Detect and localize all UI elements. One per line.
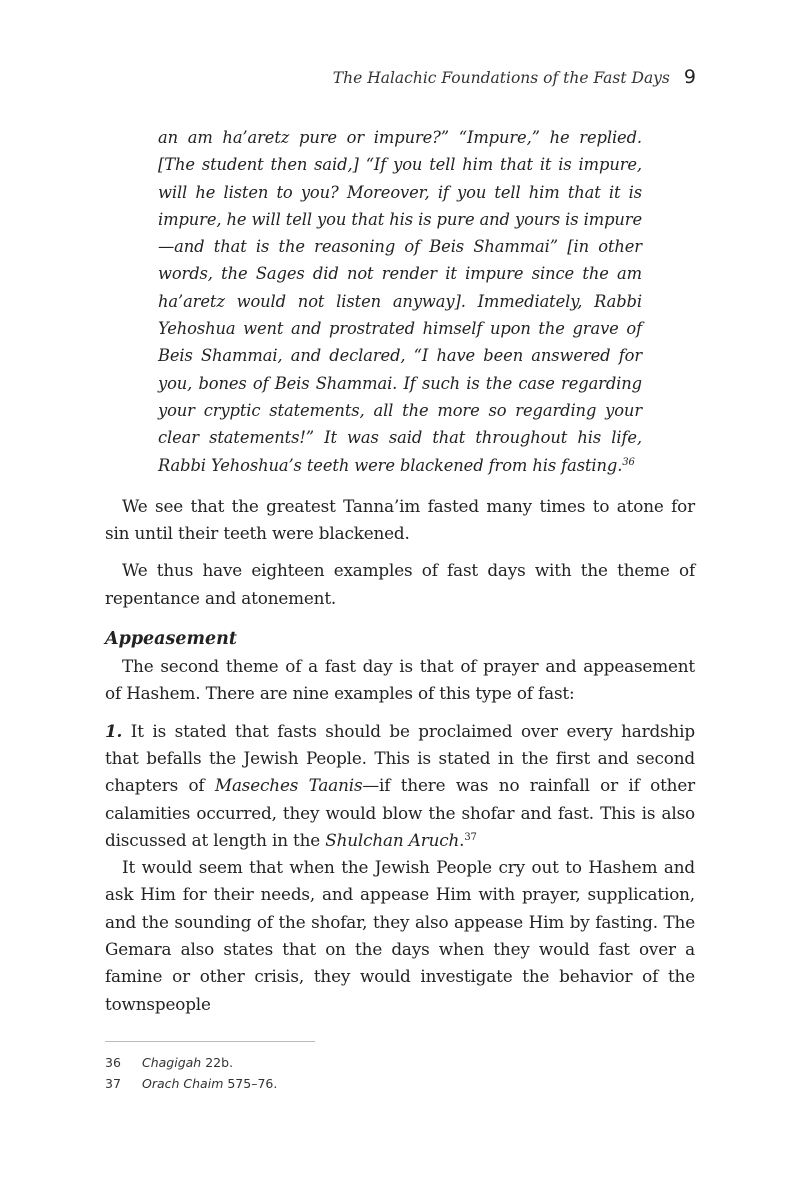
- page-number: 9: [683, 66, 696, 88]
- footnote-ref-37[interactable]: 37: [464, 831, 477, 843]
- footnote-ref-36[interactable]: 36: [622, 456, 635, 468]
- paragraph-tannaim: We see that the greatest Tanna’im fasted many times to atone for sin until their teeth were blackened.: [105, 495, 695, 544]
- footnote-37: 37 Orach Chaim 575–76.: [105, 1076, 278, 1091]
- running-title: The Halachic Foundations of the Fast Days: [332, 69, 670, 87]
- running-header: [333, 66, 696, 88]
- block-quote: [158, 124, 642, 479]
- quote-text: an am ha’aretz pure or impure?” “Impure,” he replied. [The student then said,] “If you tell him that it is impure, will he listen to you? Moreover, if you tell him that it is impure, he will tell you that his is pure and yours is impure—and that is the reasoning of Beis Shammai” [in other words, the Sages did not render it impure since the am ha’aretz would not listen anyway]. Immediately, Rabbi Yehoshua went and prostrated himself upon the grave of Beis Shammai, and declared, “I have been answered for you, bones of Beis Shammai. If such is the case regarding your cryptic statements, all the more so regarding your clear statements!” It was said that throughout his life, Rabbi Yehoshua’s teeth were blackened from his fasting.: [158, 128, 642, 475]
- list-item-number: 1.: [105, 720, 123, 741]
- section-heading: Appeasement: [105, 629, 237, 650]
- page-body: [105, 124, 695, 1018]
- list-item-1: 1. It is stated that fasts should be proclaimed over every hardship that befalls the Jewish People. This is stated in the first and second chapters of Maseches Taanis—if there was no rainfall or if other calamities occurred, they would blow the shofar and fast. This is also discussed at length in the Shulchan Aruch.$^{37}$: [105, 720, 695, 850]
- paragraph-second-theme: The second theme of a fast day is that of prayer and appeasement of Hashem. There are nine examples of this type of fast:: [105, 656, 695, 704]
- footnote-36: 36 Chagigah 22b.: [105, 1055, 234, 1070]
- footnote-divider: [105, 1041, 315, 1042]
- footnotes: [105, 1052, 277, 1094]
- paragraph-eighteen-examples: We thus have eighteen examples of fast days with the theme of repentance and atonement.: [105, 560, 695, 608]
- paragraph-appease-by-fasting: It would seem that when the Jewish People cry out to Hashem and ask Him for their needs, and appease Him with prayer, supplication, and the sounding of the shofar, they also appease Him by fasting. The Gemara also states that on the days when they would fast over a famine or other crisis, they would investigate the behavior of the townspeople: [105, 857, 695, 1014]
